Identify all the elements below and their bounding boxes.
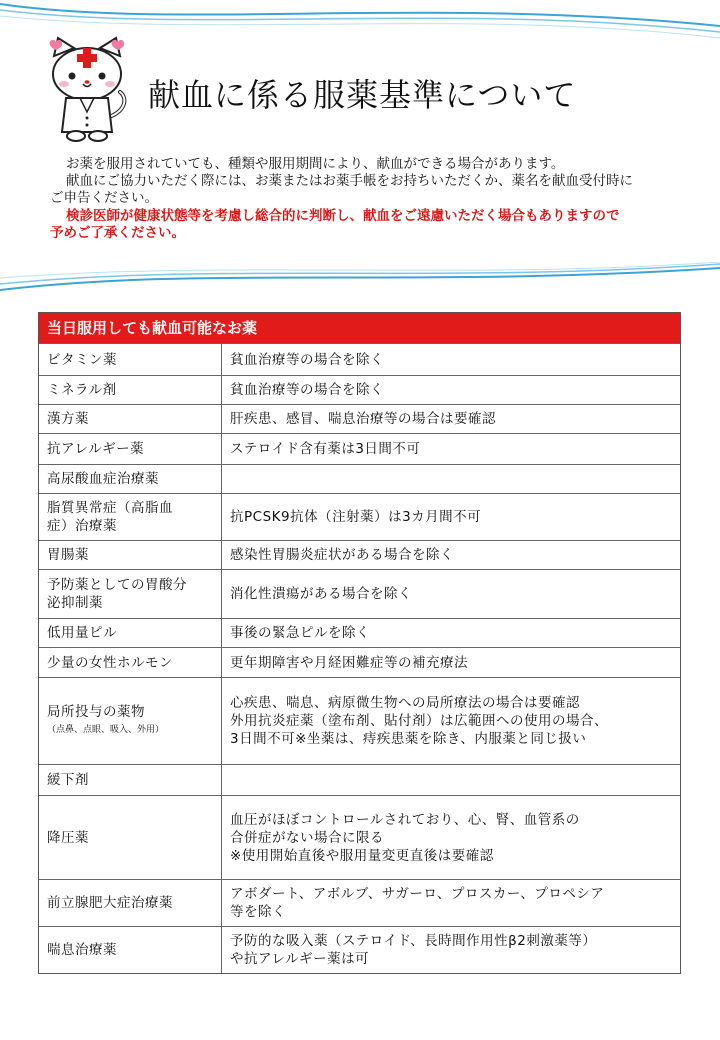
drug-cell: 低用量ピル [39, 619, 222, 647]
condition-cell: 予防的な吸入薬（ステロイド、長時間作用性β2刺激薬等） や抗アレルギー薬は可 [230, 933, 597, 967]
condition-cell: 抗PCSK9抗体（注射薬）は3カ月間不可 [230, 509, 482, 525]
drug-cell: ビタミン薬 [39, 344, 222, 375]
condition-cell: 貧血治療等の場合を除く [230, 382, 384, 398]
table-row [39, 404, 680, 433]
medication-table [38, 312, 681, 974]
table-row [39, 343, 680, 375]
intro-line-3: ご申告ください。 [50, 190, 158, 206]
table-row [39, 375, 680, 404]
drug-cell: 局所投与の薬物 （点鼻、点眼、吸入、外用） [39, 678, 222, 764]
drug-cell: ミネラル剤 [39, 376, 222, 404]
condition-cell: 事後の緊急ピルを除く [230, 625, 370, 641]
condition-cell: ステロイド含有薬は3日間不可 [230, 441, 421, 457]
drug-subnote: （点鼻、点眼、吸入、外用） [47, 725, 165, 735]
condition-cell [222, 765, 680, 795]
condition-cell: 血圧がほぼコントロールされており、心、腎、血管系の 合併症がない場合に限る ※使用開始直後や服用量変更直後は要確認 [230, 811, 580, 864]
table-row [39, 540, 680, 569]
intro-text [50, 156, 696, 242]
drug-cell: 少量の女性ホルモン [39, 648, 222, 677]
drug-cell: 喘息治療薬 [39, 927, 222, 973]
drug-cell: 脂質異常症（高脂血 症）治療薬 [39, 494, 222, 540]
table-row [39, 795, 680, 879]
drug-cell: 前立腺肥大症治療薬 [39, 880, 222, 926]
condition-cell: 心疾患、喘息、病原微生物への局所療法の場合は要確認 外用抗炎症薬（塗布剤、貼付剤）は広範囲への使用の場合、 3日間不可※坐薬は、痔疾患薬を除き、内服薬と同じ扱い [230, 695, 608, 747]
nurse-cat-mascot-icon [44, 36, 130, 142]
table-row [39, 569, 680, 618]
drug-cell: 降圧薬 [39, 796, 222, 879]
table-row [39, 433, 680, 464]
warning-line-2: 予めご了承ください。 [50, 225, 185, 241]
condition-cell: 貧血治療等の場合を除く [230, 351, 384, 368]
bottom-wave-decoration [0, 262, 720, 292]
drug-cell: 漢方薬 [39, 405, 222, 433]
condition-cell: 消化性潰瘍がある場合を除く [230, 586, 412, 602]
warning-line-1: 検診医師が健康状態等を考慮し総合的に判断し、献血をご遠慮いただく場合もありますので [66, 208, 620, 224]
table-header: 当日服用しても献血可能なお薬 [39, 313, 680, 343]
table-row [39, 926, 680, 973]
table-row [39, 879, 680, 926]
table-row [39, 677, 680, 764]
intro-line-2: 献血にご協力いただく際には、お薬またはお薬手帳をお持ちいただくか、薬名を献血受付時に [66, 173, 633, 189]
condition-cell: 感染性胃腸炎症状がある場合を除く [230, 547, 454, 563]
drug-cell: 緩下剤 [39, 765, 222, 795]
drug-cell: 抗アレルギー薬 [39, 434, 222, 464]
condition-cell: アボダート、アボルブ、サガーロ、プロスカー、プロペシア 等を除く [230, 886, 605, 920]
page-title: 献血に係る服薬基準について [148, 76, 577, 114]
drug-cell: 胃腸薬 [39, 541, 222, 569]
table-row [39, 764, 680, 795]
drug-cell: 予防薬としての胃酸分 泌抑制薬 [39, 570, 222, 618]
condition-cell: 肝疾患、感冒、喘息治療等の場合は要確認 [230, 411, 496, 427]
top-wave-decoration [0, 0, 720, 40]
drug-cell: 高尿酸血症治療薬 [39, 465, 222, 493]
table-row [39, 618, 680, 647]
table-row [39, 464, 680, 493]
condition-cell: 更年期障害や月経困難症等の補充療法 [230, 654, 468, 671]
intro-line-1: お薬を服用されていても、種類や服用期間により、献血ができる場合があります。 [66, 156, 565, 172]
table-row [39, 493, 680, 540]
table-row [39, 647, 680, 677]
condition-cell [222, 465, 680, 493]
